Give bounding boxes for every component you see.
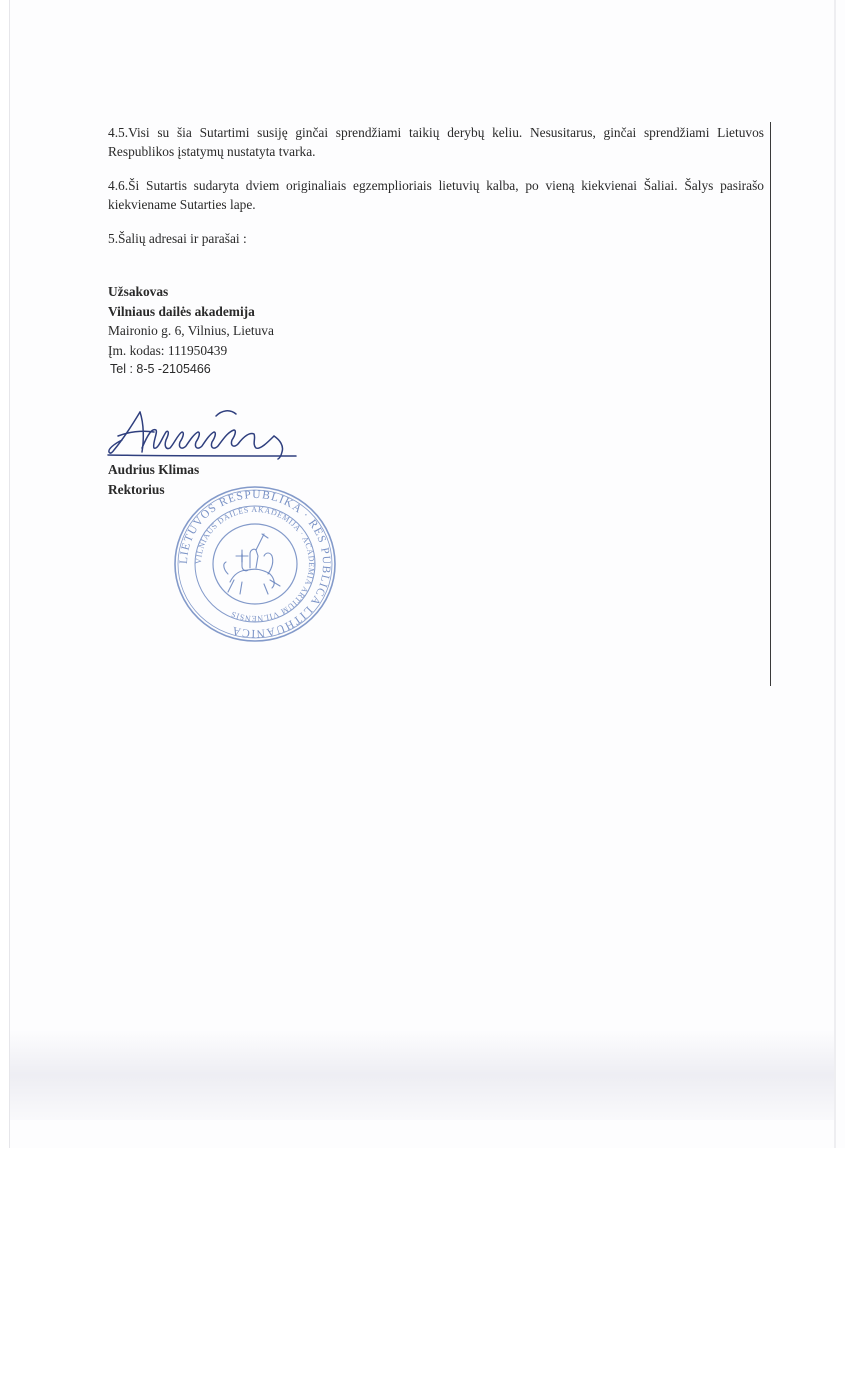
official-stamp [172, 484, 338, 644]
party-block [108, 282, 274, 380]
paragraph-5: 5.Šalių adresai ir parašai : [108, 231, 247, 246]
scanned-page [9, 0, 845, 1148]
party-role: Užsakovas [108, 284, 169, 299]
vytis-emblem [224, 534, 280, 594]
party-address: Maironio g. 6, Vilnius, Lietuva [108, 323, 274, 339]
signer-title: Rektorius [108, 481, 165, 497]
scan-shadow [10, 1030, 834, 1120]
handwritten-signature [104, 404, 300, 460]
signer-name: Audrius Klimas [108, 462, 200, 477]
stamp-inner-text: VILNIAUS DAILĖS AKADEMIJA · ACADEMIA ARTIUM VILNENSIS [193, 504, 317, 624]
party-company-code: Įm. kodas: 111950439 [108, 342, 228, 358]
paragraph-4-6: 4.6.Ši Sutartis sudaryta dviem originaliais egzemplioriais lietuvių kalba, po vieną kiekvienai Šaliai. Šalys pasirašo kiekviename Sutarties lape. [108, 178, 764, 212]
stamp-outer-text: LIETUVOS RESPUBLIKA · RES PUBLICA LITHUANICA [177, 488, 333, 640]
page-edge-left [9, 0, 10, 1148]
party-phone: Tel : 8-5 -2105466 [110, 362, 211, 377]
page-edge-right [834, 0, 836, 1148]
margin-line [770, 122, 771, 686]
party-name: Vilniaus dailės akademija [108, 303, 255, 319]
paragraph-4-5: 4.5.Visi su šia Sutartimi susiję ginčai sprendžiami taikių derybų keliu. Nesusitarus, ginčai sprendžiami Lietuvos Respublikos įstatymų nustatyta tvarka. [108, 125, 764, 159]
